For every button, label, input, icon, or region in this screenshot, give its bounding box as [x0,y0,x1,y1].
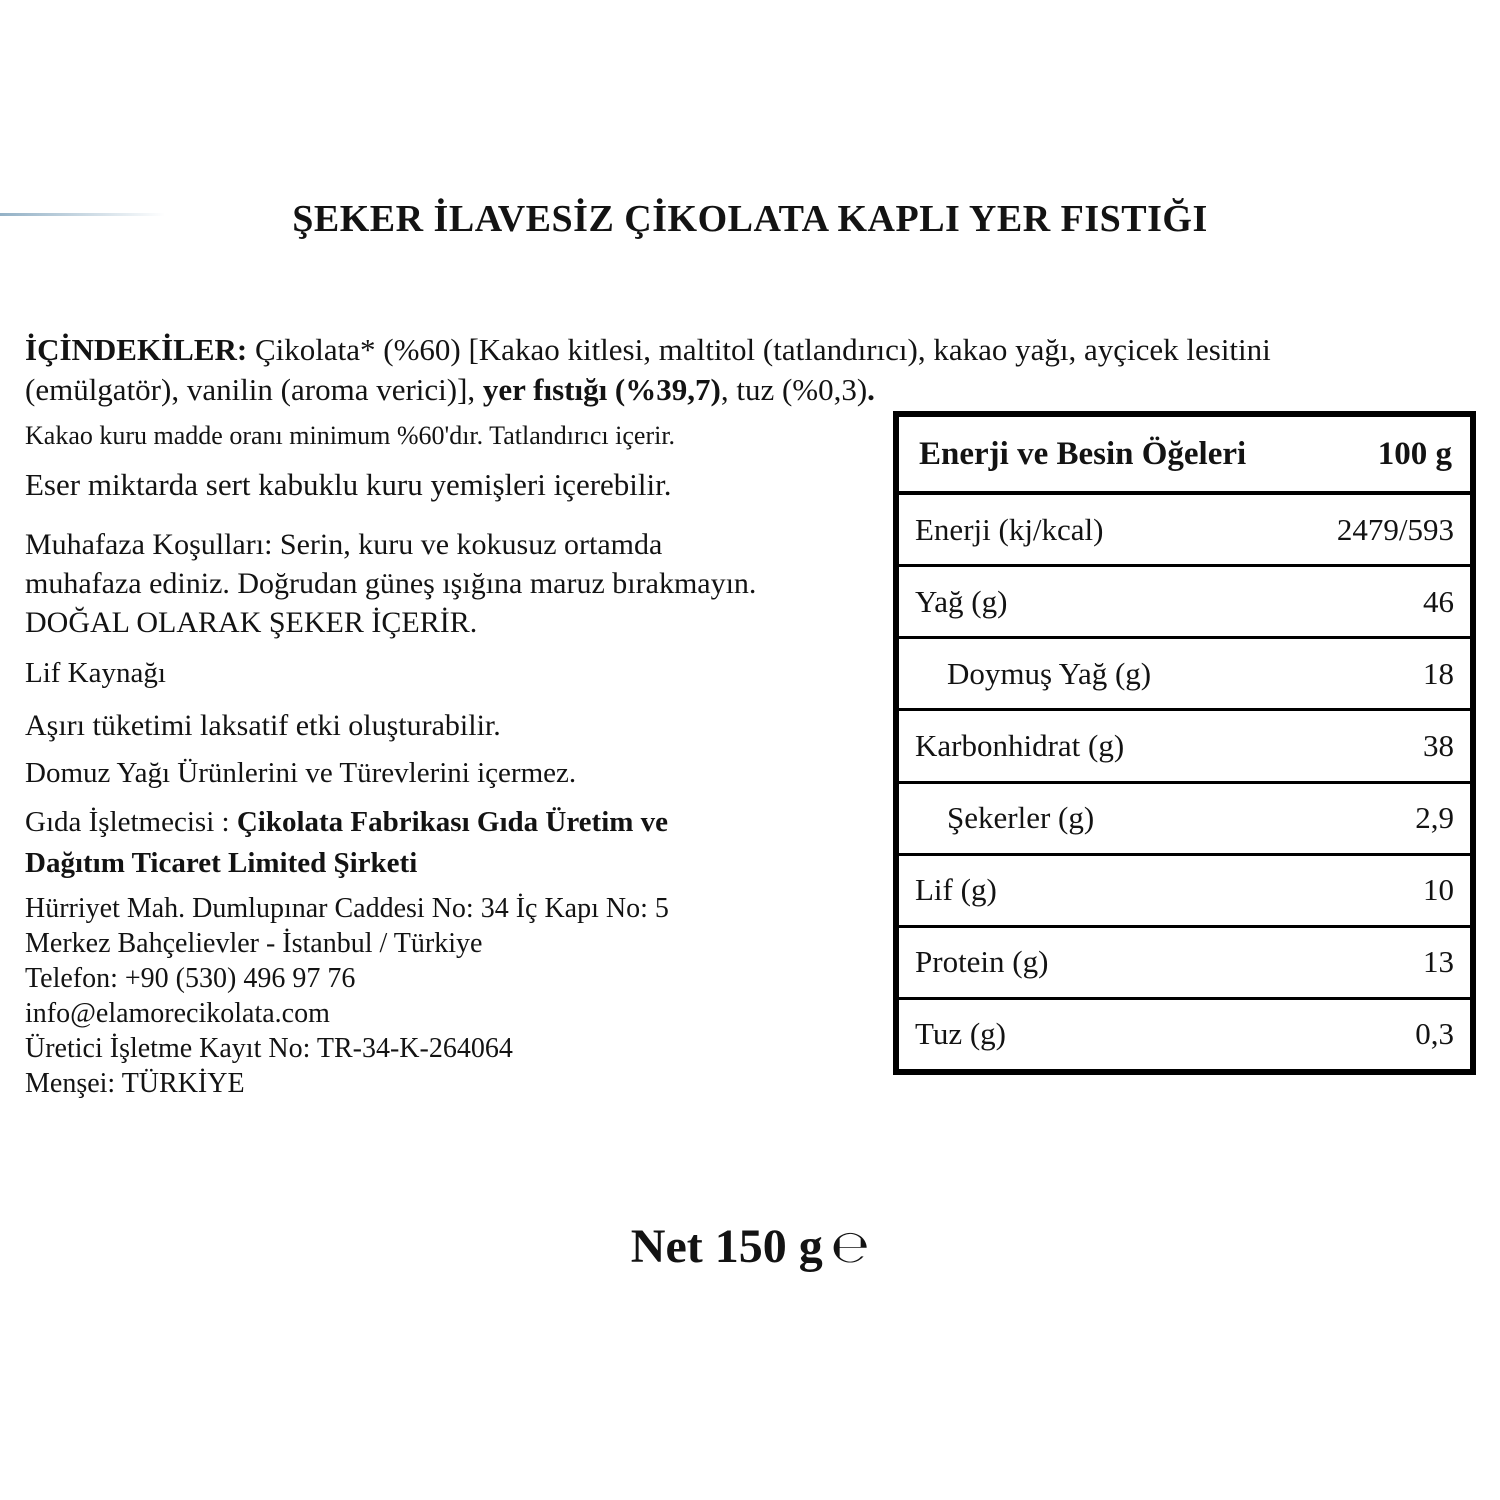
nutrition-value: 18 [1423,655,1454,691]
nutrition-value: 13 [1423,944,1454,980]
nutrition-header-title: Enerji ve Besin Öğeleri [919,435,1247,472]
nutrition-row-salt [899,1000,1470,1069]
nutrition-value: 2,9 [1415,800,1454,836]
ingredients-text-line2: (emülgatör), vanilin (aroma verici)], [25,372,483,407]
producer-info [25,802,893,884]
nutrition-label: Tuz (g) [915,1016,1007,1052]
nutrition-label: Yağ (g) [915,583,1008,619]
nutrition-value: 46 [1423,583,1454,619]
nutrition-value: 0,3 [1415,1016,1454,1052]
nutrition-label: Lif (g) [915,872,997,908]
address-line2: Merkez Bahçelievler - İstanbul / Türkiye [25,928,483,959]
nutrition-table-header [899,417,1470,495]
net-weight [5,1219,1495,1274]
contact-block [25,891,893,1101]
nutrition-value: 38 [1423,727,1454,763]
fiber-source-claim: Lif Kaynağı [25,657,166,689]
natural-sugar-note: DOĞAL OLARAK ŞEKER İÇERİR. [25,606,478,639]
storage-line1: Muhafaza Koşulları: Serin, kuru ve kokusuz ortamda [25,528,663,561]
nutrition-header-unit: 100 g [1377,435,1452,472]
phone-line: Telefon: +90 (530) 496 97 76 [25,963,356,994]
net-weight-text: Net 150 g [630,1220,823,1273]
nutrition-row-fiber [899,856,1470,928]
nutrition-value: 10 [1423,872,1454,908]
nutrition-row-sugars [899,784,1470,856]
nutrition-label: Karbonhidrat (g) [915,727,1125,763]
nutrition-row-fat [899,567,1470,639]
nutrition-row-saturated-fat [899,639,1470,711]
nutrition-label: Protein (g) [915,944,1049,980]
info-column [25,421,893,1101]
nutrition-row-protein [899,928,1470,1000]
ingredients-period: . [867,372,875,407]
storage-line2: muhafaza ediniz. Doğrudan güneş ışığına maruz bırakmayın. [25,567,757,600]
nutrition-table [893,411,1476,1075]
email-line: info@elamorecikolata.com [25,998,330,1029]
ingredients-label: İÇİNDEKİLER: [25,332,248,367]
ingredients-peanut-bold: yer fıstığı (%39,7) [482,372,721,407]
nutrition-row-energy [899,495,1470,567]
ingredients-paragraph [25,330,1485,410]
nutrition-value: 2479/593 [1336,511,1454,547]
producer-name-line2: Dağıtım Ticaret Limited Şirketi [25,847,418,879]
ingredients-text-line1: Çikolata* (%60) [Kakao kitlesi, maltitol (tatlandırıcı), kakao yağı, ayçicek lesitini [247,332,1271,367]
nutrition-label: Doymuş Yağ (g) [947,655,1152,691]
laxative-warning: Aşırı tüketimi laksatif etki oluşturabilir. [25,709,501,742]
cocoa-note: Kakao kuru madde oranı minimum %60'dır. Tatlandırıcı içerir. [25,421,676,450]
lard-free-note: Domuz Yağı Ürünlerini ve Türevlerini içermez. [25,757,577,789]
ingredients-salt-text: , tuz (%0,3) [720,372,868,407]
product-title: ŞEKER İLAVESİZ ÇİKOLATA KAPLI YER FISTIĞI [292,198,1208,240]
estimated-sign: ℮ [830,1220,870,1273]
trace-allergen-note: Eser miktarda sert kabuklu kuru yemişleri içerebilir. [25,467,672,502]
producer-label: Gıda İşletmecisi : [25,806,237,838]
storage-conditions [25,525,893,603]
producer-name-line1: Çikolata Fabrikası Gıda Üretim ve [236,806,669,838]
nutrition-row-carbohydrate [899,711,1470,783]
address-line1: Hürriyet Mah. Dumlupınar Caddesi No: 34 İç Kapı No: 5 [25,893,669,924]
nutrition-label: Şekerler (g) [947,800,1095,836]
registration-line: Üretici İşletme Kayıt No: TR-34-K-264064 [25,1033,513,1064]
nutrition-label: Enerji (kj/kcal) [915,511,1104,547]
origin-line: Menşei: TÜRKİYE [25,1068,245,1099]
